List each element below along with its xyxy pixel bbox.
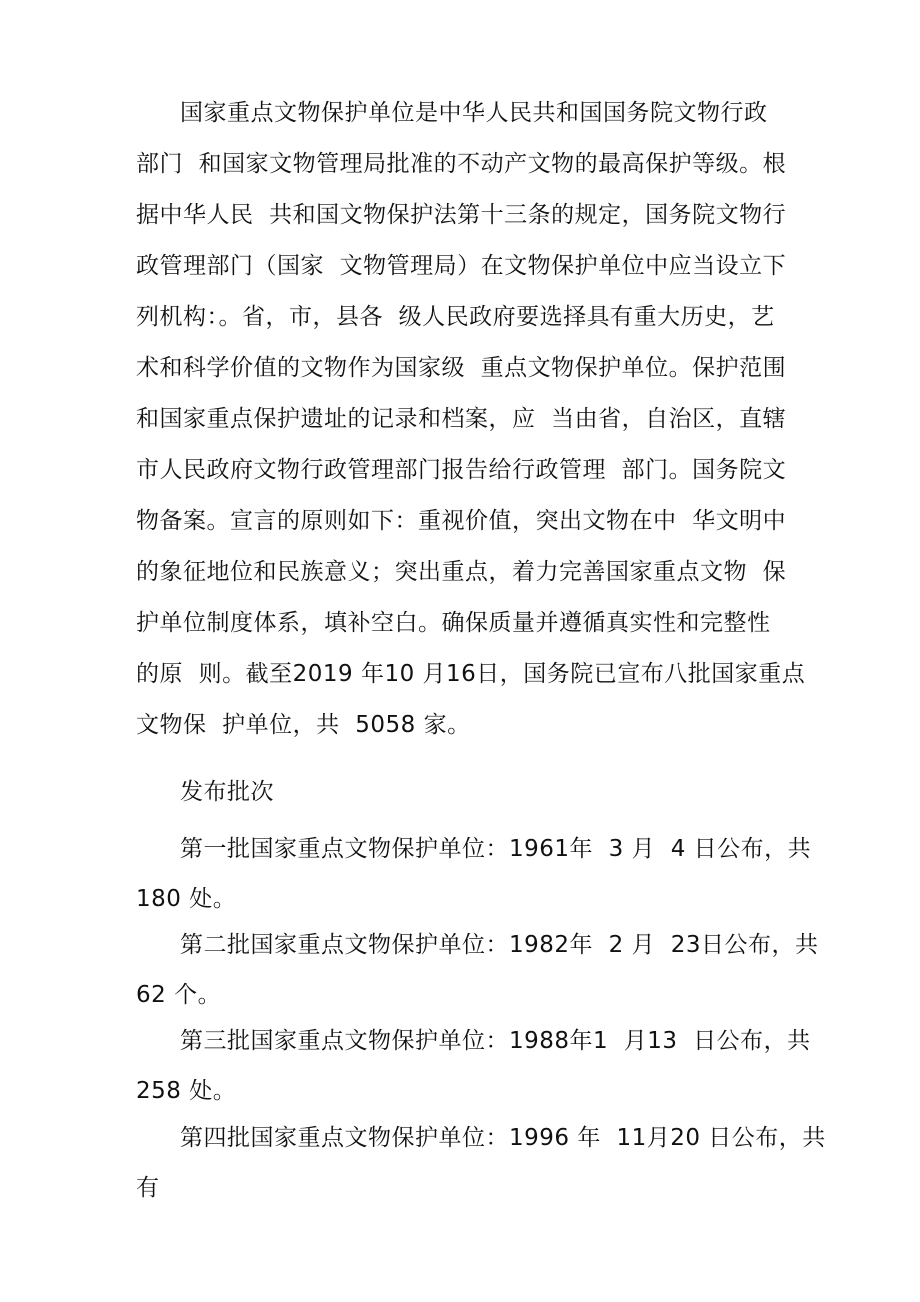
batch-text: 第三批国家重点文物保护单位：1988年1 月13 日公布，共: [180, 1028, 811, 1054]
text-line: 部门 和国家文物管理局批准的不动产文物的最高保护等级。根: [136, 151, 787, 177]
text-line: 市人民政府文物行政管理部门报告给行政管理 部门。国务院文: [136, 457, 787, 483]
batch-text-continued: 62 个。: [136, 982, 222, 1008]
text-line: 据中华人民 共和国文物保护法第十三条的规定，国务院文物行: [136, 202, 787, 228]
batch-text: 第四批国家重点文物保护单位：1996 年 11月20 日公布，共: [180, 1125, 826, 1151]
text-line: 的原 则。截至2019 年10 月16日，国务院已宣布八批国家重点: [136, 661, 806, 687]
text-line: 列机构：。省，市，县各 级人民政府要选择具有重大历史，艺: [136, 304, 775, 330]
text-line: 和国家重点保护遗址的记录和档案，应 当由省，自治区，直辖: [136, 406, 787, 432]
text-line: 政管理部门（国家 文物管理局）在文物保护单位中应当设立下: [136, 253, 787, 279]
batch-text-continued: 180 处。: [136, 886, 237, 912]
text-line: 的象征地位和民族意义；突出重点，着力完善国家重点文物 保: [136, 559, 787, 585]
text-line: 物备案。宣言的原则如下：重视价值，突出文物在中 华文明中: [136, 508, 787, 534]
text-line: 文物保 护单位，共 5058 家。: [136, 712, 471, 738]
text-line: 国家重点文物保护单位是中华人民共和国国务院文物行政: [180, 100, 768, 126]
text-line: 术和科学价值的文物作为国家级 重点文物保护单位。保护范围: [136, 355, 787, 381]
batch-text: 第二批国家重点文物保护单位：1982年 2 月 23日公布，共: [180, 932, 819, 958]
batch-text-continued: 258 处。: [136, 1078, 237, 1104]
batch-text: 第一批国家重点文物保护单位：1961年 3 月 4 日公布，共: [180, 836, 812, 862]
text-line: 护单位制度体系，填补空白。确保质量并遵循真实性和完整性: [136, 610, 771, 636]
section-heading: 发布批次: [180, 779, 274, 805]
batch-text-continued: 有: [136, 1175, 160, 1201]
